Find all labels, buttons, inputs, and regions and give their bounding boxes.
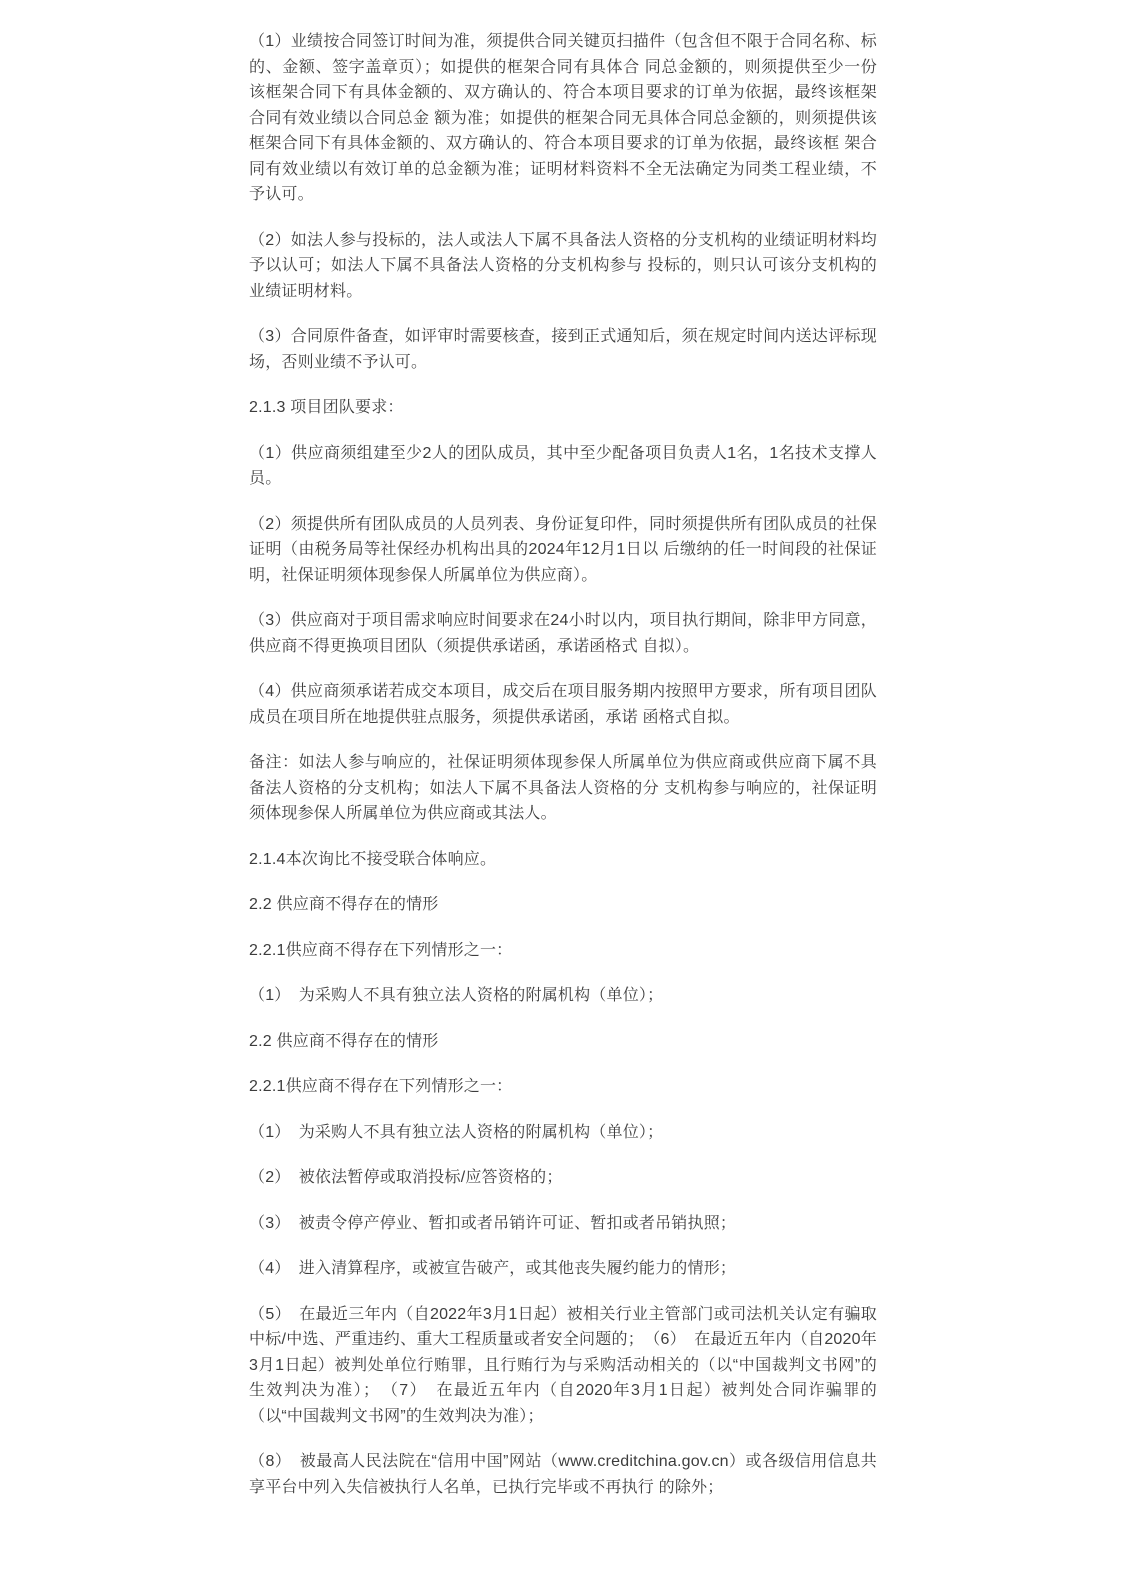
document-list-item: （2） 被依法暂停或取消投标/应答资格的； — [249, 1169, 563, 1186]
document-list-item: （4） 进入清算程序，或被宣告破产，或其他丧失履约能力的情形； — [249, 1260, 737, 1277]
document-paragraph: （1）业绩按合同签订时间为准，须提供合同关键页扫描件（包含但不限于合同名称、标的、金额、签字盖章页）；如提供的框架合同有具体合 同总金额的，则须提供至少一份该框架合同下有具体金额的、双方确认的、符合本项目要求的订单为依据，最终该框架合同有效业绩以合同总金 额为准；如提供的框架合同无具体合同总金额的，则须提供该框架合同下有具体金额的、双方确认的、符合本项目要求的订单为依据，最终该框 架合同有效业绩以有效订单的总金额为准；证明材料资料不全无法确定为同类工程业绩，不予认可。 — [249, 33, 877, 203]
document-list-item: （3） 被责令停产停业、暂扣或者吊销许可证、暂扣或者吊销执照； — [249, 1214, 737, 1232]
document-list-item: （1） 为采购人不具有独立法人资格的附属机构（单位）； — [249, 1123, 664, 1141]
document-paragraph: （3）合同原件备查，如评审时需要核查，接到正式通知后，须在规定时间内送达评标现场，否则业绩不予认可。 — [249, 328, 877, 371]
document-section-heading: 2.2.1供应商不得存在下列情形之一： — [249, 941, 513, 959]
document-section-heading: 2.2 供应商不得存在的情形 — [249, 896, 439, 913]
document-page — [249, 0, 877, 1500]
document-paragraph: （2）须提供所有团队成员的人员列表、身份证复印件，同时须提供所有团队成员的社保证明（由税务局等社保经办机构出具的2024年12月1日以 后缴纳的任一时间段的社保证明，社保证明须体现参保人所属单位为供应商）。 — [249, 515, 877, 584]
document-paragraph: （2）如法人参与投标的，法人或法人下属不具备法人资格的分支机构的业绩证明材料均予以认可；如法人下属不具备法人资格的分支机构参与 投标的，则只认可该分支机构的业绩证明材料。 — [249, 231, 877, 300]
document-section-heading: 2.2 供应商不得存在的情形 — [249, 1032, 439, 1050]
document-paragraph: （3）供应商对于项目需求响应时间要求在24小时以内，项目执行期间，除非甲方同意，供应商不得更换项目团队（须提供承诺函，承诺函格式 自拟）。 — [249, 612, 877, 655]
document-list-item: （8） 被最高人民法院在“信用中国”网站（www.creditchina.gov.cn）或各级信用信息共享平台中列入失信被执行人名单，已执行完毕或不再执行 的除外； — [249, 1453, 877, 1496]
document-section-heading: 2.1.3 项目团队要求： — [249, 399, 404, 416]
document-paragraph: （4）供应商须承诺若成交本项目，成交后在项目服务期内按照甲方要求，所有项目团队成员在项目所在地提供驻点服务，须提供承诺函，承诺 函格式自拟。 — [249, 683, 877, 726]
document-section-heading: 2.1.4本次询比不接受联合体响应。 — [249, 850, 497, 868]
document-list-item: （5） 在最近三年内（自2022年3月1日起）被相关行业主管部门或司法机关认定有骗取中标/中选、严重违约、重大工程质量或者安全问题的； （6） 在最近五年内（自2020年3月1日起）被判处单位行贿罪，且行贿行为与采购活动相关的（以“中国裁判文书网”的生效判决为准）； （7） 在最近五年内（自2020年3月1日起）被判处合同诈骗罪的（以“中国裁判文书网”的生效判决为准）； — [249, 1305, 877, 1425]
document-paragraph: （1）供应商须组建至少2人的团队成员，其中至少配备项目负责人1名，1名技术支撑人员。 — [249, 444, 877, 487]
document-list-item: （1） 为采购人不具有独立法人资格的附属机构（单位）； — [249, 987, 664, 1004]
document-section-heading: 2.2.1供应商不得存在下列情形之一： — [249, 1078, 513, 1095]
document-note-paragraph: 备注：如法人参与响应的，社保证明须体现参保人所属单位为供应商或供应商下属不具备法人资格的分支机构；如法人下属不具备法人资格的分 支机构参与响应的，社保证明须体现参保人所属单位为供应商或其法人。 — [249, 754, 877, 822]
